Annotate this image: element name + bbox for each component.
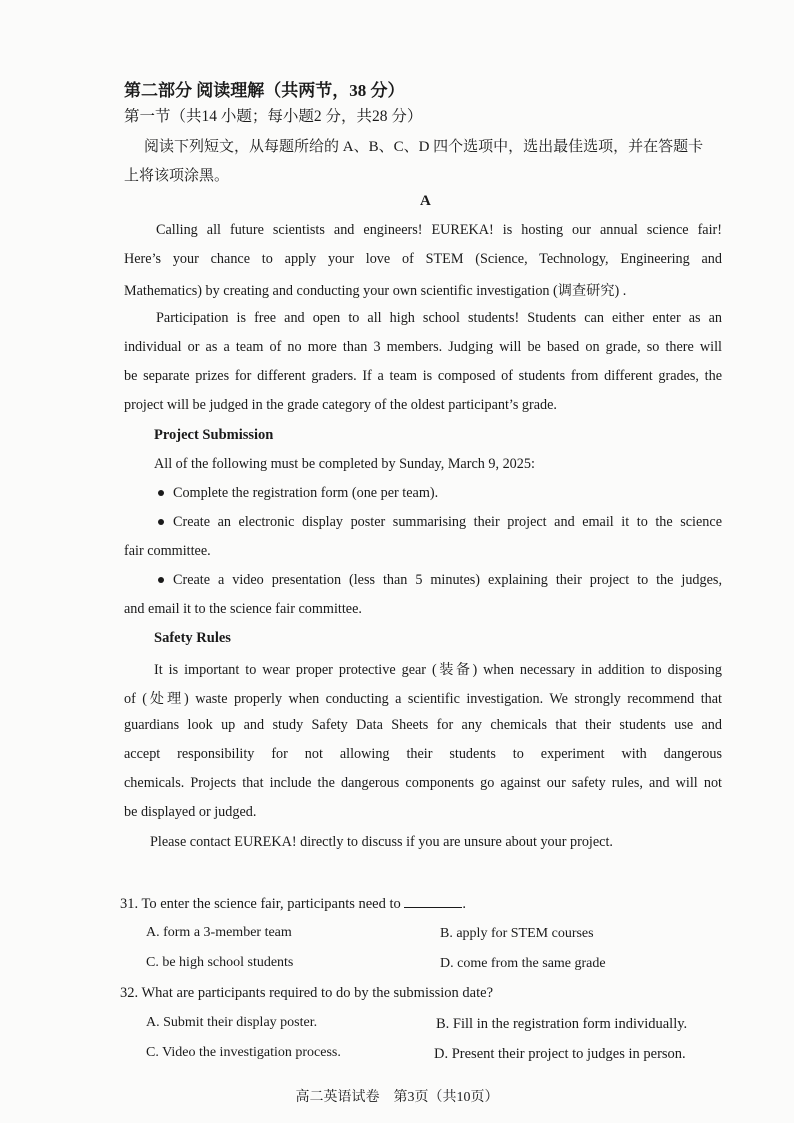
submission-heading: Project Submission bbox=[154, 427, 274, 443]
paragraph-2-line-4: project will be judged in the grade category of the oldest participant’s grade. bbox=[124, 397, 557, 413]
safety-line-6: be displayed or judged. bbox=[124, 804, 257, 820]
safety-line-2: of (处理) waste properly when conducting a scientific investigation. We strongly recommend that bbox=[124, 691, 722, 707]
q32-option-d: D. Present their project to judges in person. bbox=[434, 1046, 686, 1062]
safety-line-5: chemicals. Projects that include the dangerous components go against our safety rules, and will not bbox=[124, 775, 722, 791]
q32-option-b: B. Fill in the registration form individually. bbox=[436, 1016, 688, 1032]
submission-intro: All of the following must be completed by Sunday, March 9, 2025: bbox=[154, 456, 535, 472]
q31-option-d: D. come from the same grade bbox=[440, 956, 606, 971]
question-text: 31. To enter the science fair, participants need to bbox=[120, 896, 401, 912]
bullet-text: Create an electronic display poster summarising their project and email it to the science bbox=[173, 514, 722, 530]
paragraph-2-line-1: Participation is free and open to all high school students! Students can either enter as an bbox=[156, 310, 722, 326]
safety-line-1: It is important to wear proper protective gear (装备) when necessary in addition to disposing bbox=[154, 662, 722, 678]
instruction-line-1: 阅读下列短文，从每题所给的 A、B、C、D 四个选项中，选出最佳选项，并在答题卡 bbox=[144, 139, 704, 155]
paragraph-2-line-2: individual or as a team of no more than 3 members. Judging will be based on grade, so there will bbox=[124, 339, 722, 355]
bullet-text: Complete the registration form (one per team). bbox=[173, 485, 439, 501]
bullet-icon bbox=[158, 577, 164, 583]
answer-blank bbox=[404, 895, 462, 908]
safety-line-4: accept responsibility for not allowing their students to experiment with dangerous bbox=[124, 746, 722, 762]
paragraph-1-line-2: Here’s your chance to apply your love of STEM (Science, Technology, Engineering and bbox=[124, 251, 722, 267]
bullet-item-3-line-1 bbox=[158, 572, 722, 589]
q31-option-b: B. apply for STEM courses bbox=[440, 926, 594, 941]
paragraph-1-line-3: Mathematics) by creating and conducting your own scientific investigation (调查研究) . bbox=[124, 283, 627, 299]
bullet-icon bbox=[158, 519, 164, 525]
bullet-item-1 bbox=[158, 485, 438, 502]
bullet-icon bbox=[158, 490, 164, 496]
question-31-stem bbox=[120, 895, 466, 913]
passage-letter: A bbox=[420, 193, 431, 209]
q32-option-c: C. Video the investigation process. bbox=[146, 1045, 341, 1060]
bullet-item-3-line-2: and email it to the science fair committee. bbox=[124, 601, 362, 617]
instruction-line-2: 上将该项涂黑。 bbox=[124, 168, 230, 184]
question-32-stem: 32. What are participants required to do by the submission date? bbox=[120, 985, 494, 1001]
subsection-title: 第一节（共14 小题；每小题2 分，共28 分） bbox=[124, 108, 423, 125]
paragraph-2-line-3: be separate prizes for different graders. If a team is composed of students from different grades, the bbox=[124, 368, 722, 384]
bullet-item-2-line-1 bbox=[158, 514, 722, 531]
q31-option-a: A. form a 3-member team bbox=[146, 925, 292, 940]
bullet-item-2-line-2: fair committee. bbox=[124, 543, 211, 559]
q31-option-c: C. be high school students bbox=[146, 955, 294, 970]
question-end: . bbox=[462, 896, 467, 912]
page-footer: 高二英语试卷 第3页（共10页） bbox=[295, 1090, 499, 1105]
contact-line: Please contact EUREKA! directly to discuss if you are unsure about your project. bbox=[150, 834, 613, 850]
section-title: 第二部分 阅读理解（共两节，38 分） bbox=[124, 81, 405, 100]
bullet-text: Create a video presentation (less than 5 minutes) explaining their project to the judges, bbox=[173, 572, 722, 588]
safety-heading: Safety Rules bbox=[154, 630, 231, 646]
q32-option-a: A. Submit their display poster. bbox=[146, 1015, 318, 1030]
paragraph-1-line-1: Calling all future scientists and engineers! EUREKA! is hosting our annual science fair! bbox=[156, 222, 722, 238]
safety-line-3: guardians look up and study Safety Data Sheets for any chemicals that their students use and bbox=[124, 717, 722, 733]
